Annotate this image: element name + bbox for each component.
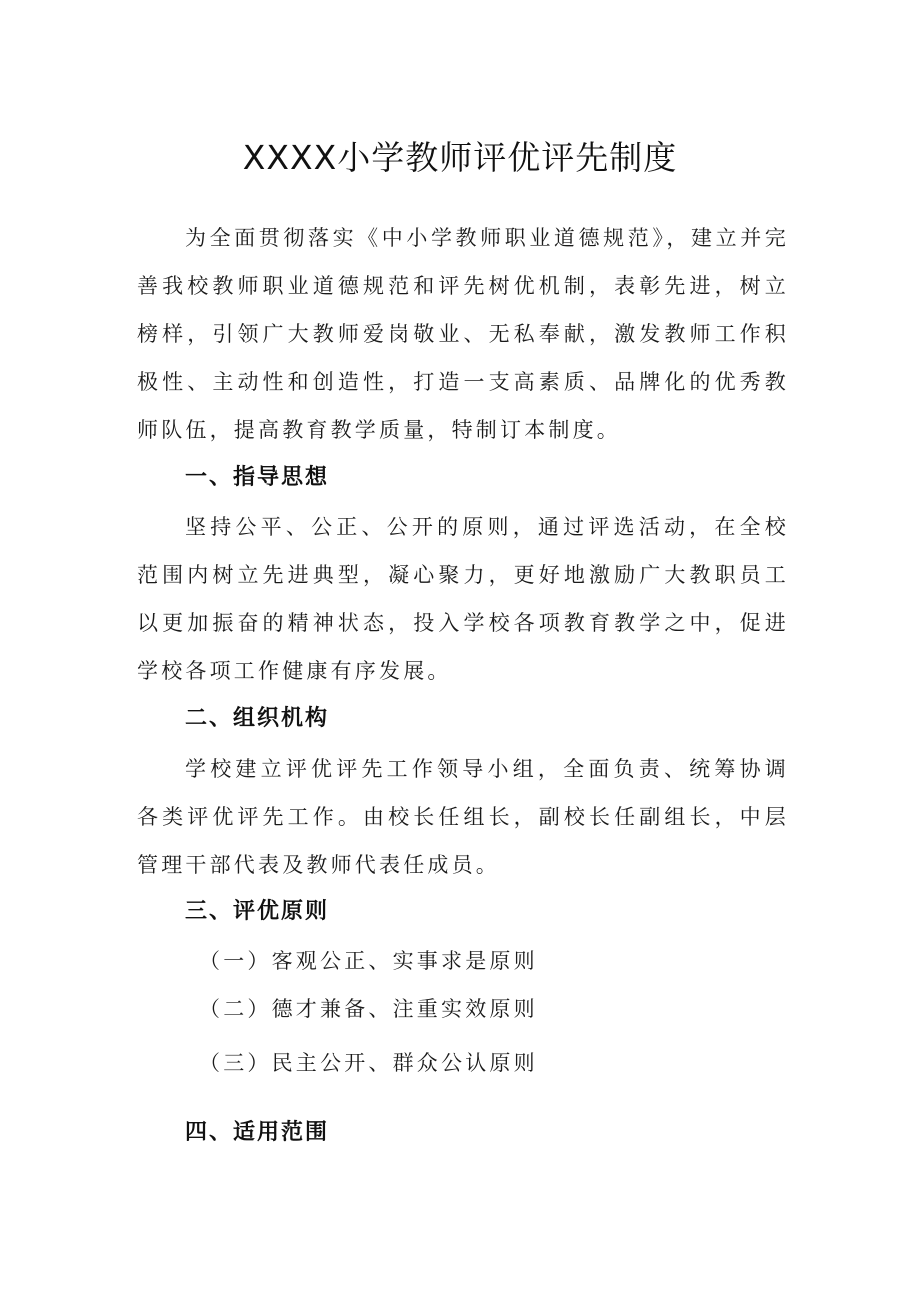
intro-paragraph: 为全面贯彻落实《中小学教师职业道德规范》，建立并完善我校教师职业道德规范和评先树优机制，表彰先进，树立榜样，引领广大教师爱岗敬业、无私奉献，激发教师工作积极性、主动性和创造性，打造一支高素质、品牌化的优秀教师队伍，提高教育教学质量，特制订本制度。	[137, 226, 789, 442]
section-body-guiding-ideology: 坚持公平、公正、公开的原则，通过评选活动，在全校范围内树立先进典型，凝心聚力，更好地激励广大教职员工以更加振奋的精神状态，投入学校各项教育教学之中，促进学校各项工作健康有序发展。	[137, 515, 789, 683]
section-body-organization: 学校建立评优评先工作领导小组，全面负责、统筹协调各类评优评先工作。由校长任组长，副校长任副组长，中层管理干部代表及教师代表任成员。	[137, 757, 789, 877]
section-heading-guiding-ideology: 一、指导思想	[185, 465, 330, 490]
document-title: XXXX小学教师评优评先制度	[242, 138, 678, 178]
principle-item: （二）德才兼备、注重实效原则	[199, 997, 538, 1021]
principle-item: （三）民主公开、群众公认原则	[199, 1051, 538, 1075]
section-heading-scope: 四、适用范围	[185, 1120, 330, 1145]
section-heading-principles: 三、评优原则	[185, 899, 330, 924]
principle-item: （一）客观公正、实事求是原则	[199, 949, 538, 973]
section-heading-organization: 二、组织机构	[185, 706, 330, 731]
